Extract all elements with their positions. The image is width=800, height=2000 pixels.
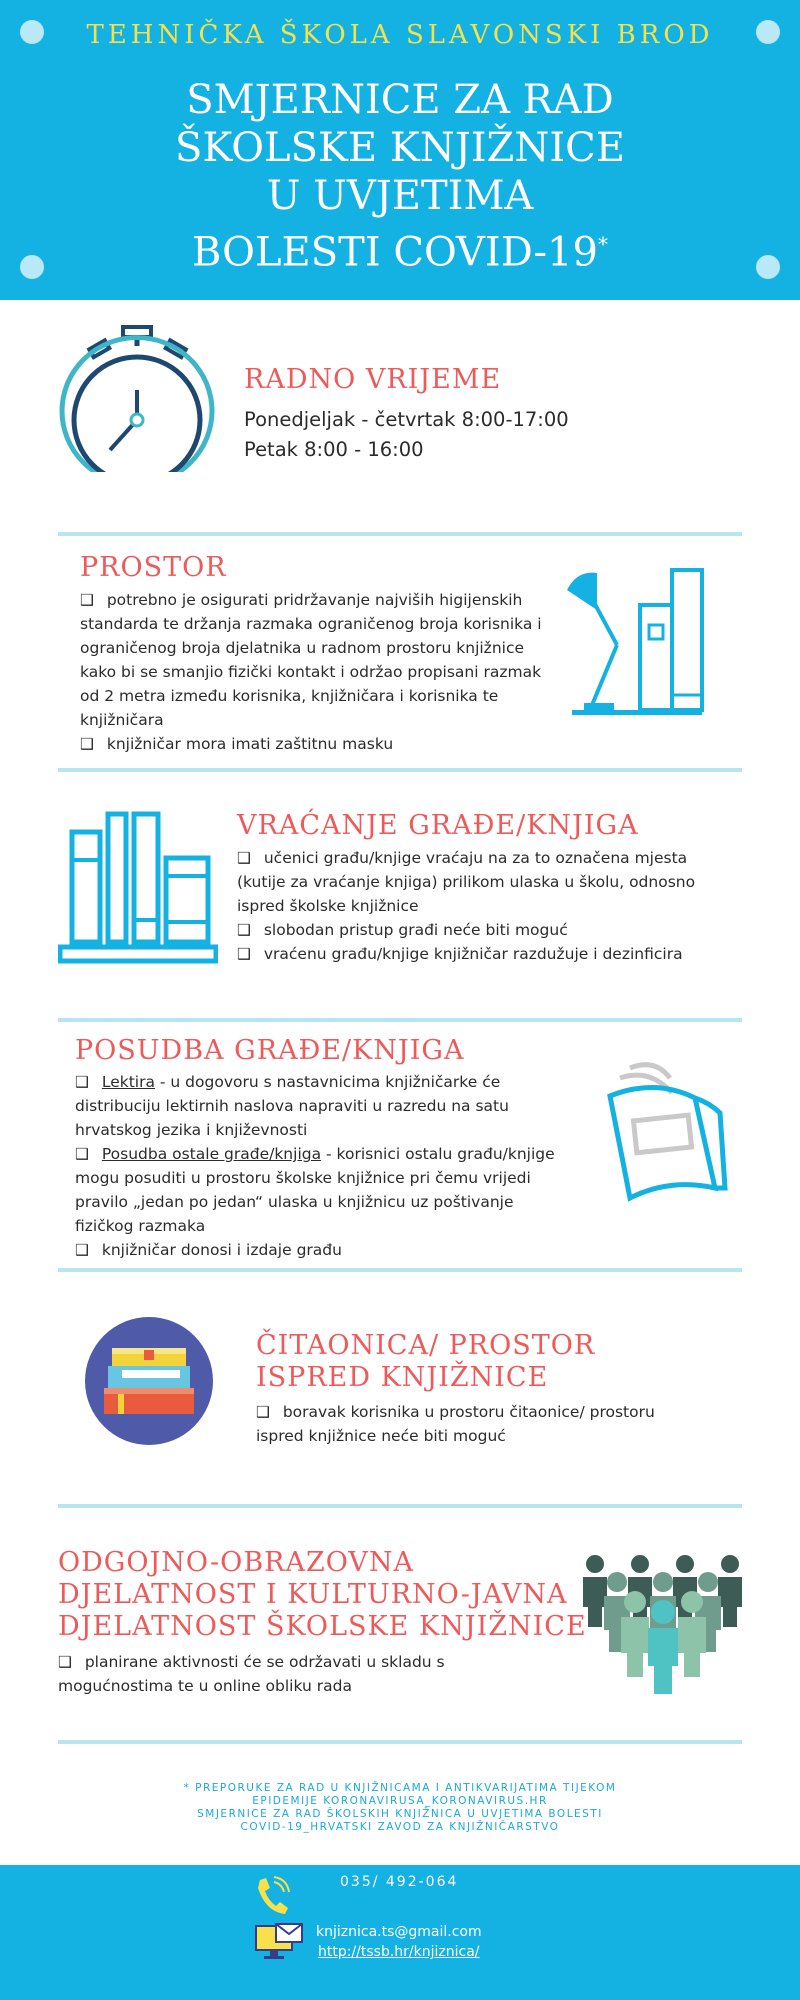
vracanje-item: ❑ vraćenu građu/knjige knjižničar razdužuje i dezinficira [237, 945, 683, 963]
prostor-item: ❑ knjižničar mora imati zaštitnu masku [80, 735, 394, 753]
checkbox-bullet-icon: ❑ [237, 849, 251, 867]
citaonica-title-line: ČITAONICA/ PROSTOR [256, 1330, 596, 1361]
prostor-title: PROSTOR [80, 552, 227, 583]
checkbox-bullet-icon: ❑ [75, 1145, 89, 1163]
bookshelf-icon [58, 810, 218, 965]
title-line: U UVJETIMA [266, 173, 534, 219]
title-line: BOLESTI COVID-19* [192, 229, 608, 276]
website-link[interactable]: http://tssb.hr/knjiznica/ [318, 1944, 480, 1960]
book-stack-icon [84, 1316, 214, 1446]
hours-weekdays: Ponedjeljak - četvrtak 8:00-17:00 [244, 408, 569, 431]
checkbox-bullet-icon: ❑ [75, 1073, 89, 1091]
hours-friday: Petak 8:00 - 16:00 [244, 438, 424, 461]
citaonica-text [256, 1400, 696, 1448]
divider [58, 1018, 742, 1022]
footnote-line: * PREPORUKE ZA RAD U KNJIŽNICAMA I ANTIKVARIJATIMA TIJEKOM [183, 1782, 617, 1794]
divider [58, 532, 742, 536]
posudba-title: POSUDBA GRAĐE/KNJIGA [75, 1035, 465, 1066]
odgojno-title-line: DJELATNOST ŠKOLSKE KNJIŽNICE [58, 1611, 587, 1642]
posudba-item: ❑ Lektira - u dogovoru s nastavnicima knjižničarke će distribuciju lektirnih naslova napraviti u razredu na satu hrvatskog jezika i književnosti [75, 1073, 509, 1139]
odgojno-title-line: DJELATNOST I KULTURNO-JAVNA [58, 1579, 568, 1610]
hours-text [244, 405, 569, 465]
odgojno-text [58, 1650, 478, 1698]
open-book-icon [600, 1048, 730, 1203]
vracanje-item: ❑ slobodan pristup građi neće biti moguć [237, 921, 568, 939]
checkbox-bullet-icon: ❑ [256, 1403, 270, 1421]
vracanje-title: VRAĆANJE GRAĐE/KNJIGA [237, 810, 639, 841]
divider [58, 1740, 742, 1744]
footnote [100, 1782, 700, 1834]
posudba-item: ❑ knjižničar donosi i izdaje građu [75, 1241, 342, 1259]
odgojno-title-line: ODGOJNO-OBRAZOVNA [58, 1547, 415, 1578]
checkbox-bullet-icon: ❑ [58, 1653, 72, 1671]
citaonica-title-line: ISPRED KNJIŽNICE [256, 1362, 549, 1393]
checkbox-bullet-icon: ❑ [80, 735, 94, 753]
prostor-text [80, 588, 560, 756]
lektira-label: Lektira [101, 1073, 155, 1091]
phone-icon [254, 1876, 290, 1916]
divider [58, 1268, 742, 1272]
title-line: ŠKOLSKE KNJIŽNICE [175, 125, 625, 171]
phone-number[interactable]: 035/ 492-064 [340, 1874, 459, 1890]
hours-title: RADNO VRIJEME [244, 364, 502, 395]
checkbox-bullet-icon: ❑ [75, 1241, 89, 1259]
school-name: TEHNIČKA ŠKOLA SLAVONSKI BROD [86, 20, 714, 50]
odgojno-item: ❑ planirane aktivnosti će se održavati u skladu s mogućnostima te u online obliku rada [58, 1653, 445, 1695]
vracanje-item: ❑ učenici građu/knjige vraćaju na za to označena mjesta (kutije za vraćanje knjiga) prilikom ulaska u školu, odnosno ispred školske knjižnice [237, 849, 696, 915]
stopwatch-icon [55, 322, 220, 472]
citaonica-title [256, 1330, 595, 1394]
vracanje-text [237, 846, 727, 966]
title-line: SMJERNICE ZA RAD [186, 77, 614, 123]
footnote-line: SMJERNICE ZA RAD ŠKOLSKIH KNJIŽNICA U UVJETIMA BOLESTI [197, 1808, 603, 1820]
prostor-item: ❑ potrebno je osigurati pridržavanje najviših higijenskih standarda te držanja razmaka ograničenog broja korisnika i ograničenog broja djelatnika u radnom prostoru knjižnice kako bi se smanjio fizički kontakt i održao propisani razmak od 2 metra između korisnika, knjižničara i korisnika te knjižničara [80, 591, 542, 729]
posudba-text [75, 1070, 565, 1262]
footnote-line: EPIDEMIJE KORONAVIRUSA_KORONAVIRUS.HR [252, 1795, 548, 1807]
email-link[interactable]: knjiznica.ts@gmail.com [316, 1924, 482, 1940]
divider [58, 1504, 742, 1508]
computer-mail-icon [254, 1922, 304, 1962]
odgojno-title [58, 1547, 587, 1643]
checkbox-bullet-icon: ❑ [237, 921, 251, 939]
checkbox-bullet-icon: ❑ [80, 591, 94, 609]
citaonica-item: ❑ boravak korisnika u prostoru čitaonice/ prostoru ispred knjižnice neće biti moguć [256, 1403, 655, 1445]
footnote-line: COVID-19_HRVATSKI ZAVOD ZA KNJIŽNIČARSTVO [240, 1821, 560, 1833]
people-group-icon [580, 1552, 745, 1697]
divider [58, 768, 742, 772]
desk-lamp-books-icon [562, 565, 712, 720]
checkbox-bullet-icon: ❑ [237, 945, 251, 963]
page-title [0, 76, 800, 276]
posudba-label: Posudba ostale građe/knjiga [101, 1145, 322, 1163]
posudba-item: ❑ Posudba ostale građe/knjiga - korisnici ostalu građu/knjige mogu posuditi u prostoru školske knjižnice pri čemu vrijedi pravilo „jedan po jedan“ ulaska u knjižnicu uz poštivanje fizičkog razmaka [75, 1145, 555, 1235]
